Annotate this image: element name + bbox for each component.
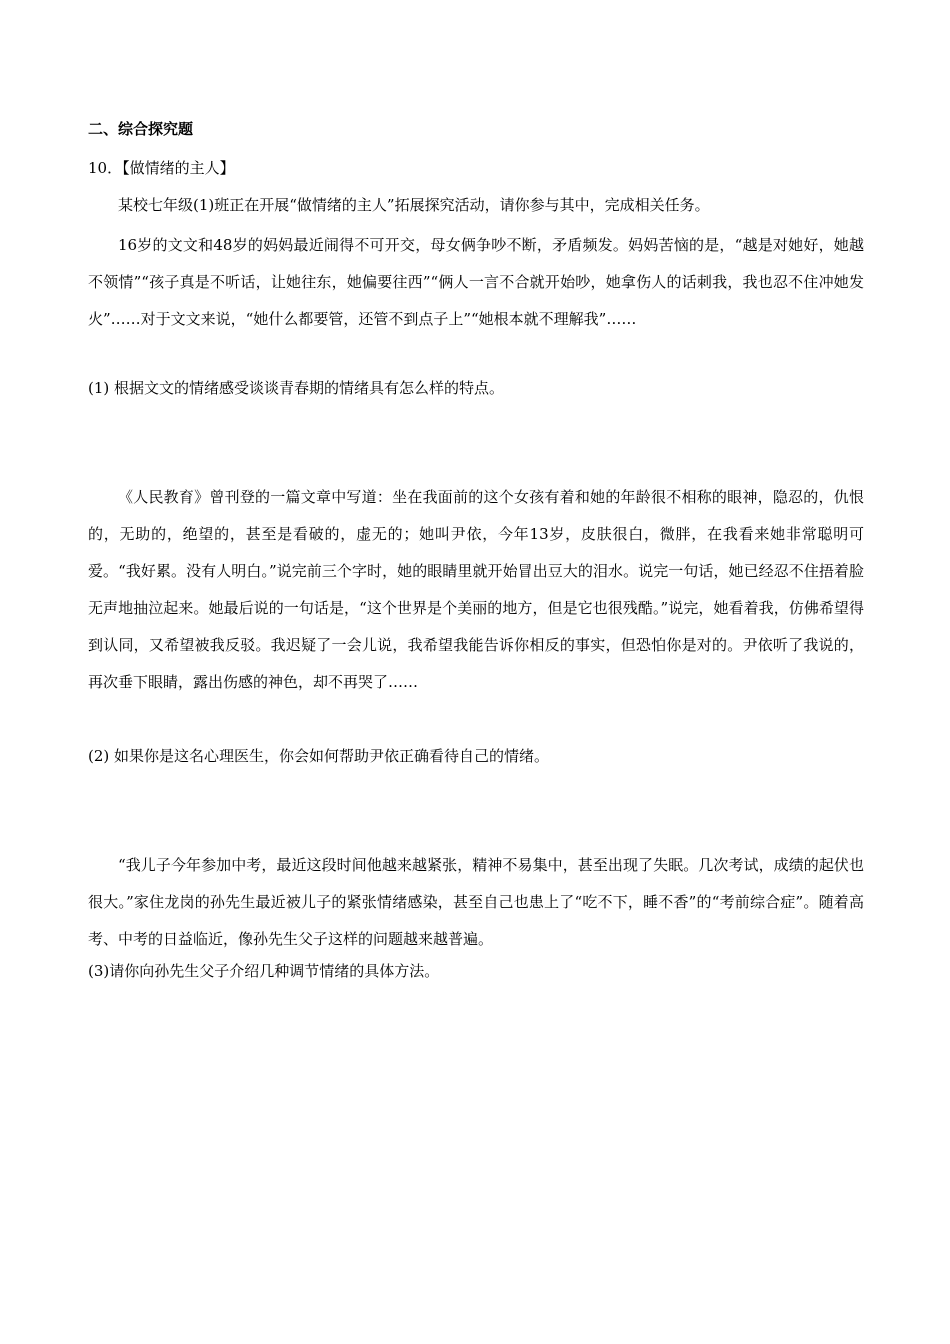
sub-question-3: (3)请你向孙先生父子介绍几种调节情绪的具体方法。: [88, 962, 440, 980]
section-heading: 二、综合探究题: [88, 120, 194, 138]
material-paragraph-3: “我儿子今年参加中考，最近这段时间他越来越紧张，精神不易集中，甚至出现了失眠。几次考试，成绩的起伏也很大。”家住龙岗的孙先生最近被儿子的紧张情绪感染，甚至自己也患上了“吃不下，睡不香”的“考前综合症”。随着高考、中考的日益临近，像孙先生父子这样的问题越来越普遍。: [88, 856, 864, 948]
question-title: 10．【做情绪的主人】: [88, 159, 235, 177]
material-paragraph-1: 16岁的文文和48岁的妈妈最近闹得不可开交，母女俩争吵不断，矛盾频发。妈妈苦恼的是，“越是对她好，她越不领情”“孩子真是不听话，让她往东，她偏要往西”“俩人一言不合就开始吵，她拿伤人的话刺我，我也忍不住冲她发火”……对于文文来说，“她什么都要管，还管不到点子上”“她根本就不理解我”……: [88, 236, 864, 328]
sub-question-2: (2) 如果你是这名心理医生，你会如何帮助尹依正确看待自己的情绪。: [88, 747, 550, 765]
material-paragraph-2: 《人民教育》曾刊登的一篇文章中写道：坐在我面前的这个女孩有着和她的年龄很不相称的眼神，隐忍的，仇恨的，无助的，绝望的，甚至是看破的，虚无的；她叫尹依，今年13岁，皮肤很白，微胖，在我看来她非常聪明可爱。“我好累。没有人明白。”说完前三个字时，她的眼睛里就开始冒出豆大的泪水。说完一句话，她已经忍不住捂着脸无声地抽泣起来。她最后说的一句话是，“这个世界是个美丽的地方，但是它也很残酷。”说完，她看着我，仿佛希望得到认同，又希望被我反驳。我迟疑了一会儿说，我希望我能告诉你相反的事实，但恐怕你是对的。尹依听了我说的，再次垂下眼睛，露出伤感的神色，却不再哭了……: [88, 488, 864, 691]
question-intro: 某校七年级(1)班正在开展“做情绪的主人”拓展探究活动，请你参与其中，完成相关任务。: [118, 196, 710, 214]
sub-question-1: (1) 根据文文的情绪感受谈谈青春期的情绪具有怎么样的特点。: [88, 379, 505, 397]
